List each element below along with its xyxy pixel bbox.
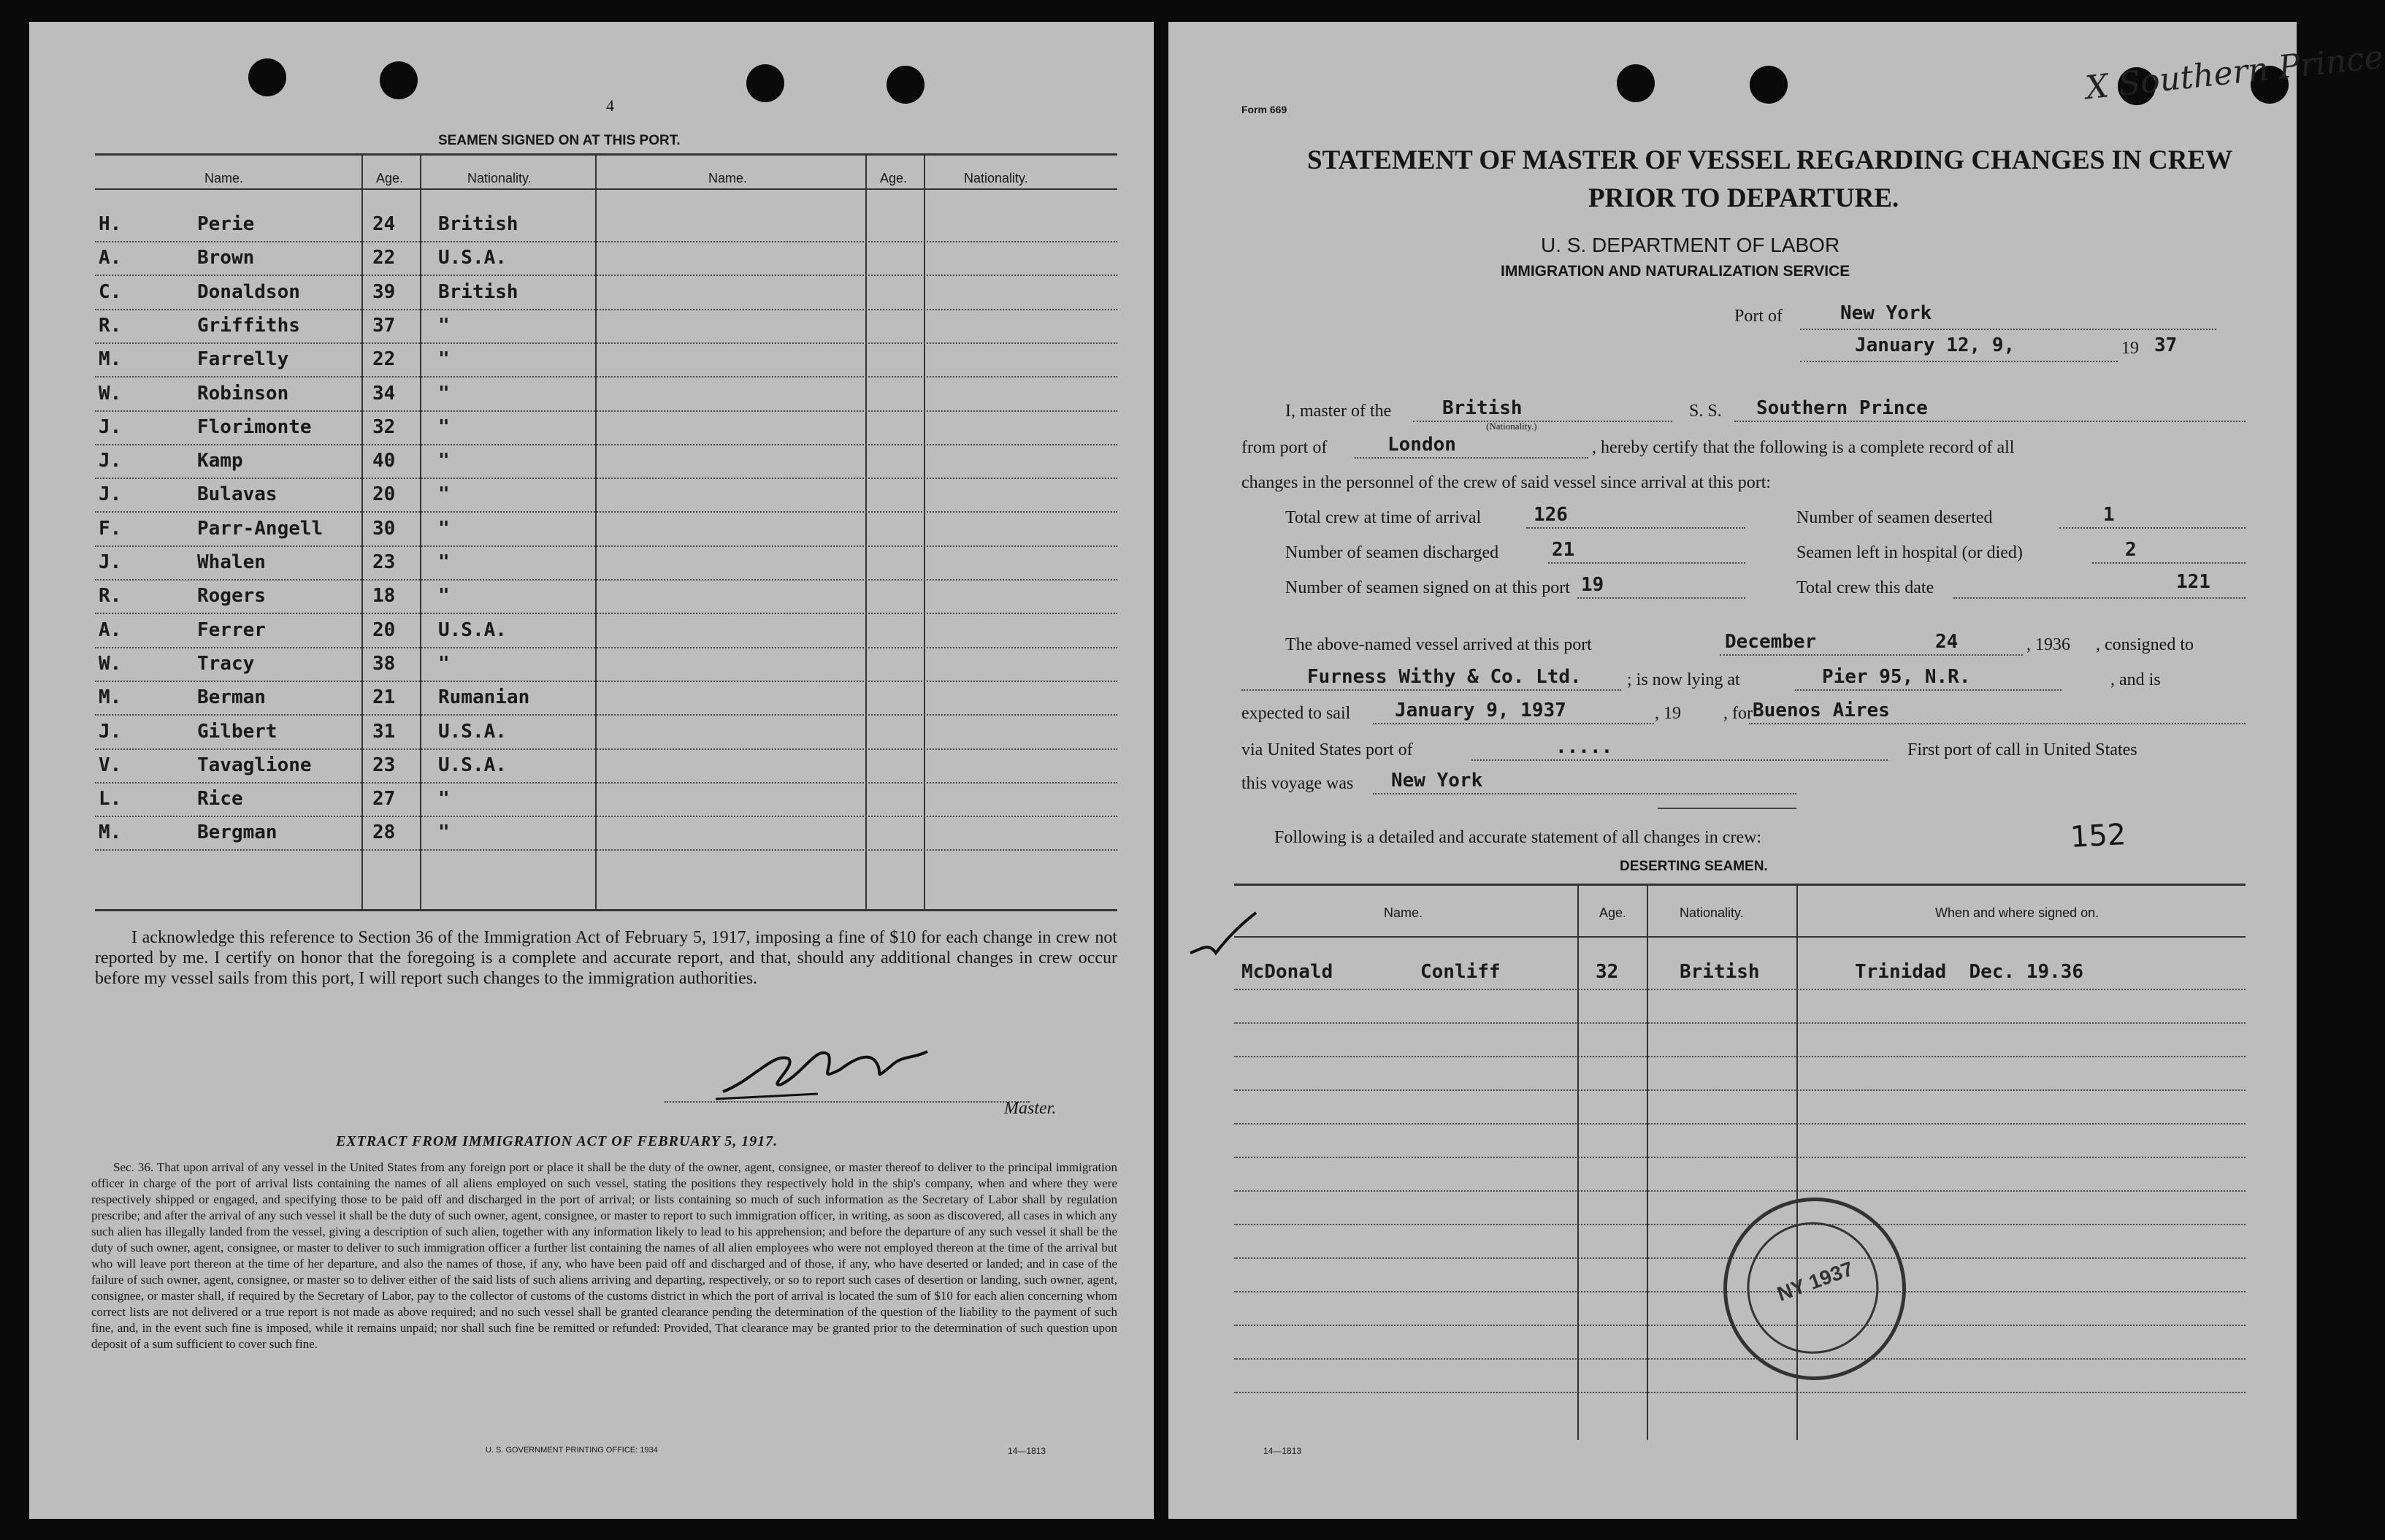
row-rule — [95, 376, 1117, 378]
row-rule — [1234, 1190, 2246, 1192]
seaman-surname: Brown — [197, 247, 255, 269]
row-rule — [95, 478, 1117, 479]
total-crew-date-value: 121 — [2176, 571, 2210, 593]
col-header-name: Name. — [204, 171, 244, 185]
seaman-nationality: " — [438, 483, 450, 506]
form-code: 14—1813 — [1008, 1446, 1046, 1456]
service-name: IMMIGRATION AND NATURALIZATION SERVICE — [1501, 263, 1850, 280]
seaman-age: 23 — [372, 551, 396, 573]
seaman-initial: V. — [99, 754, 122, 776]
form-title: STATEMENT OF MASTER OF VESSEL REGARDING CHANGES IN CREW — [1307, 145, 2233, 175]
seaman-nationality: British — [438, 213, 518, 235]
seaman-nationality: " — [438, 450, 450, 472]
seaman-age: 34 — [372, 382, 396, 405]
table-row — [29, 416, 1154, 445]
following-text: Following is a detailed and accurate statement of all changes in crew: — [1274, 828, 1762, 847]
seaman-nationality: U.S.A. — [438, 720, 507, 743]
seaman-nationality: " — [438, 382, 450, 405]
seaman-age: 38 — [372, 652, 396, 675]
seaman-nationality: U.S.A. — [438, 618, 507, 641]
seaman-initial: J. — [99, 483, 122, 506]
line — [1658, 808, 1796, 809]
row-rule — [95, 410, 1117, 412]
seaman-surname: Kamp — [197, 450, 243, 472]
handwritten-ship-note: X Southern Prince — [2083, 38, 2385, 107]
col-divider — [1647, 885, 1648, 1440]
row-rule — [1234, 1392, 2246, 1393]
date-value: January 12, 9, — [1855, 334, 2015, 356]
form-subtitle: PRIOR TO DEPARTURE. — [1588, 183, 1899, 213]
line — [1526, 527, 1745, 529]
master-label: Master. — [1004, 1099, 1057, 1118]
punch-hole — [248, 58, 286, 96]
year-value: 37 — [2154, 334, 2178, 356]
deserted-label: Number of seamen deserted — [1796, 508, 1993, 527]
table-row — [29, 821, 1154, 851]
line — [1795, 689, 2061, 691]
seaman-initial: R. — [99, 314, 122, 337]
table-row — [29, 247, 1154, 276]
left-page — [29, 22, 1154, 1519]
seaman-nationality: " — [438, 348, 450, 371]
destination: Buenos Aires — [1753, 700, 1890, 721]
row-rule — [1234, 1056, 2246, 1057]
row-rule — [95, 748, 1117, 750]
extract-text: Sec. 36. That upon arrival of any vessel in the United States from any foreign port or place it shall be the duty of the owner, agent, consignee, or master thereof to deliver to the principal immigration officer in charge of the port of arrival lists containing the names of all aliens employed on such vessel, stating the positions they respectively hold in the ship's company, when and where they were respectively shipped or engaged, and specifying those to be paid off and discharged in the port of arrival; or lists containing so much of such information as the Secretary of Labor shall by regulation prescribe; and after the arrival of any such vessel it shall be the duty of such owner, agent, consignee, or master to report to such immigration officer, in writing, as soon as discovered, all cases in which any such alien has illegally landed from the vessel, giving a description of such alien, together with any information likely to lead to his apprehension; and before the departure of any such vessel it shall be the duty of such owner, agent, consignee, or master to deliver to such immigration officer a further list containing the names of all alien employees who were not employed thereon at the time of the arrival but who will leave port thereon at the time of her departure, and also the names of those, if any, who have been paid off and discharged and of those, if any, who have deserted or landed; and in case of the failure of such owner, agent, consignee, or master so to deliver either of the said lists of such aliens arriving and departing, respectively, or so to report such cases of desertion or landing, such owner, agent, consignee, or master shall, if required by the Secretary of Labor, pay to the collector of customs of the customs district in which the port of arrival is located the sum of $10 for each alien concerning whom correct lists are not delivered or a true report is not made as above required; and no such vessel shall be granted clearance pending the determination of the question of the liability to the payment of such fine, and, in the event such fine is imposed, while it remains unpaid; nor shall such fine be remitted or refunded: Provided, That clearance may be granted prior to the determination of such question upon deposit of a sum sufficient to cover such fine. — [91, 1160, 1117, 1351]
nationality-line — [1413, 421, 1672, 422]
lying-text: ; is now lying at — [1627, 670, 1740, 689]
seaman-age: 37 — [372, 314, 396, 337]
line — [1373, 793, 1796, 794]
seaman-surname: Tavaglione — [197, 754, 312, 776]
row-rule — [1234, 1022, 2246, 1024]
from-port-value: London — [1387, 434, 1456, 456]
stamp-text: NY 1937 — [1774, 1257, 1856, 1306]
signature-line — [665, 1101, 1030, 1103]
seaman-initial: J. — [99, 551, 122, 573]
expected-label: expected to sail — [1241, 704, 1351, 723]
ship-name: Southern Prince — [1756, 397, 1928, 419]
seaman-initial: L. — [99, 788, 122, 811]
sail-date: January 9, 1937 — [1395, 700, 1566, 721]
seaman-nationality: " — [438, 585, 450, 608]
seaman-nationality: U.S.A. — [438, 247, 507, 269]
seaman-age: 30 — [372, 517, 396, 540]
changes-text: changes in the personnel of the crew of said vessel since arrival at this port: — [1241, 473, 1772, 492]
row-rule — [95, 309, 1117, 310]
hospital-value: 2 — [2125, 539, 2137, 561]
via-label: via United States port of — [1241, 740, 1413, 759]
table-row — [29, 518, 1154, 547]
seaman-initial: M. — [99, 686, 122, 709]
signed-on-value: 19 — [1581, 574, 1604, 596]
seaman-surname: Florimonte — [197, 415, 312, 438]
line — [1720, 654, 2023, 656]
seaman-age: 21 — [372, 686, 396, 709]
punch-hole — [1617, 64, 1655, 102]
punch-hole — [746, 64, 784, 102]
seaman-surname: Ferrer — [197, 618, 266, 641]
from-port-label: from port of — [1241, 438, 1328, 457]
seaman-age: 18 — [372, 585, 396, 608]
seaman-nationality: " — [438, 788, 450, 811]
certify-text: , hereby certify that the following is a complete record of all — [1592, 438, 2015, 457]
date-line — [1800, 361, 2118, 362]
handwritten-number: 152 — [2069, 818, 2127, 854]
acknowledgment-text: I acknowledge this reference to Section 36 of the Immigration Act of February 5, 1917, imposing a fine of $10 for each change in crew not reported by me. I certify on honor that the foregoing is a complete and accurate report, and that, should any additional changes in crew occur before my vessel sails from this port, I will report such changes to the immigration authorities. — [95, 928, 1117, 988]
row-rule — [95, 275, 1117, 276]
row-rule — [95, 849, 1117, 851]
seaman-initial: M. — [99, 348, 122, 371]
row-rule — [1234, 1224, 2246, 1225]
seaman-nationality: " — [438, 551, 450, 573]
for-label: , for — [1723, 704, 1753, 723]
seaman-age: 20 — [372, 483, 396, 506]
line — [1749, 723, 2246, 724]
seaman-initial: A. — [99, 247, 122, 269]
port-line — [1800, 329, 2216, 330]
seaman-nationality: " — [438, 314, 450, 337]
seaman-initial: W. — [99, 382, 122, 405]
seaman-initial: M. — [99, 821, 122, 844]
row-rule — [95, 342, 1117, 344]
table-row — [29, 788, 1154, 817]
discharged-label: Number of seamen discharged — [1285, 543, 1499, 562]
col-header-age-2: Age. — [880, 171, 908, 185]
seaman-age: 39 — [372, 280, 396, 303]
table-row — [29, 585, 1154, 614]
voyage-value: New York — [1391, 770, 1483, 792]
arrived-day: 24 — [1935, 631, 1959, 653]
master-signature — [708, 1030, 942, 1110]
seaman-initial: F. — [99, 517, 122, 540]
ss-label: S. S. — [1689, 402, 1722, 421]
seaman-age: 32 — [372, 415, 396, 438]
seaman-surname: Perie — [197, 213, 255, 235]
table-row — [29, 619, 1154, 648]
sail-year-prefix: , 19 — [1655, 704, 1681, 723]
seaman-age: 22 — [372, 247, 396, 269]
row-rule — [95, 681, 1117, 682]
line — [1471, 759, 1888, 761]
seaman-surname: Griffiths — [197, 314, 300, 337]
seaman-surname: Gilbert — [197, 720, 277, 743]
master-of-label: I, master of the — [1285, 402, 1392, 421]
table-row — [29, 315, 1154, 344]
row-rule — [95, 613, 1117, 614]
pier: Pier 95, N.R. — [1822, 666, 1971, 688]
deserting-heading: DESERTING SEAMEN. — [1620, 859, 1768, 874]
seaman-initial: R. — [99, 585, 122, 608]
seaman-surname: Bergman — [197, 821, 277, 844]
from-port-line — [1355, 457, 1588, 459]
row-rule — [95, 816, 1117, 817]
seaman-nationality: U.S.A. — [438, 754, 507, 776]
line — [1241, 689, 1621, 691]
deserter-first: McDonald — [1241, 961, 1333, 983]
row-rule — [95, 782, 1117, 784]
punch-hole — [380, 61, 418, 99]
table-row — [29, 383, 1154, 412]
seaman-age: 27 — [372, 788, 396, 811]
line — [1373, 723, 1654, 724]
table-bottom-rule — [95, 909, 1117, 911]
seaman-nationality: " — [438, 652, 450, 675]
col-header-name-2: Name. — [708, 171, 748, 185]
first-port-label: First port of call in United States — [1907, 740, 2137, 759]
seaman-age: 22 — [372, 348, 396, 371]
printing-office: U. S. GOVERNMENT PRINTING OFFICE: 1934 — [486, 1446, 658, 1455]
row-rule — [95, 545, 1117, 547]
col-header-nationality: Nationality. — [467, 171, 532, 185]
seaman-age: 23 — [372, 754, 396, 776]
year-prefix: 19 — [2121, 339, 2139, 358]
line — [1548, 562, 1745, 564]
table-row — [29, 213, 1154, 242]
seaman-age: 24 — [372, 213, 396, 235]
port-value: New York — [1840, 302, 1932, 324]
seaman-surname: Berman — [197, 686, 266, 709]
table-row — [29, 721, 1154, 750]
table-header-rule — [95, 188, 1117, 190]
form-number: Form 669 — [1241, 104, 1287, 115]
table-row — [29, 348, 1154, 378]
desert-col-signed: When and where signed on. — [1935, 905, 2099, 920]
department-name: U. S. DEPARTMENT OF LABOR — [1541, 234, 1840, 256]
nationality-value: British — [1442, 397, 1523, 419]
table-row — [29, 754, 1154, 784]
seaman-nationality: " — [438, 415, 450, 438]
page-number: 4 — [606, 96, 614, 115]
desert-table-top-rule — [1234, 884, 2246, 886]
seaman-initial: C. — [99, 280, 122, 303]
seaman-surname: Farrelly — [197, 348, 289, 371]
deserter-last: Conliff — [1420, 961, 1501, 983]
table-top-rule — [95, 153, 1117, 156]
row-rule — [95, 511, 1117, 513]
footer-code: 14—1813 — [1263, 1446, 1302, 1456]
table-row — [29, 483, 1154, 513]
table-row — [29, 686, 1154, 716]
consigned-text: , consigned to — [2096, 635, 2194, 654]
arrived-year: , 1936 — [2026, 635, 2070, 654]
seaman-surname: Rice — [197, 788, 243, 811]
seaman-surname: Whalen — [197, 551, 266, 573]
seaman-age: 20 — [372, 618, 396, 641]
row-rule — [1234, 1089, 2246, 1091]
row-rule — [1234, 1123, 2246, 1125]
seaman-nationality: British — [438, 280, 518, 303]
extract-title: EXTRACT FROM IMMIGRATION ACT OF FEBRUARY 5, 1917. — [336, 1133, 778, 1149]
desert-table-header-rule — [1234, 936, 2246, 938]
deserter-signed: Trinidad Dec. 19.36 — [1855, 961, 2084, 983]
via-value: ..... — [1555, 736, 1613, 758]
desert-col-name: Name. — [1384, 905, 1423, 920]
row-rule — [1234, 1358, 2246, 1360]
row-rule — [1234, 989, 2246, 990]
row-rule — [95, 647, 1117, 648]
consignee: Furness Withy & Co. Ltd. — [1307, 666, 1582, 688]
port-stamp — [1698, 1172, 1932, 1406]
row-rule — [1234, 1157, 2246, 1158]
seaman-surname: Tracy — [197, 652, 255, 675]
seaman-nationality: " — [438, 517, 450, 540]
table-row — [29, 450, 1154, 479]
deserter-age: 32 — [1596, 961, 1619, 983]
deserter-nationality: British — [1680, 961, 1760, 983]
seaman-initial: H. — [99, 213, 122, 235]
nationality-caption: (Nationality.) — [1486, 421, 1537, 432]
table-row — [29, 653, 1154, 682]
seaman-age: 40 — [372, 450, 396, 472]
col-header-age: Age. — [376, 171, 404, 185]
arrived-month: December — [1725, 631, 1817, 653]
deserted-value: 1 — [2103, 504, 2115, 526]
seaman-surname: Donaldson — [197, 280, 300, 303]
punch-hole — [1750, 66, 1788, 104]
total-crew-arrival-label: Total crew at time of arrival — [1285, 508, 1482, 527]
col-divider — [1577, 885, 1579, 1440]
port-label: Port of — [1734, 307, 1783, 326]
seaman-age: 28 — [372, 821, 396, 844]
line — [1953, 597, 2246, 599]
seaman-surname: Parr-Angell — [197, 517, 324, 540]
line — [2092, 562, 2246, 564]
line — [2059, 527, 2246, 529]
right-page — [1168, 22, 2385, 1519]
table-row — [29, 551, 1154, 581]
signed-on-label: Number of seamen signed on at this port — [1285, 578, 1570, 597]
discharged-value: 21 — [1552, 539, 1575, 561]
table-row — [29, 281, 1154, 310]
seaman-surname: Rogers — [197, 585, 266, 608]
seaman-nationality: " — [438, 821, 450, 844]
seaman-surname: Robinson — [197, 382, 289, 405]
seaman-initial: J. — [99, 450, 122, 472]
signed-on-heading: SEAMEN SIGNED ON AT THIS PORT. — [438, 133, 681, 148]
row-rule — [95, 444, 1117, 445]
punch-hole — [887, 66, 924, 104]
total-crew-date-label: Total crew this date — [1796, 578, 1934, 597]
voyage-label: this voyage was — [1241, 774, 1354, 793]
col-header-nationality-2: Nationality. — [964, 171, 1028, 185]
desert-col-nationality: Nationality. — [1680, 905, 1744, 920]
desert-col-age: Age. — [1599, 905, 1627, 920]
row-rule — [95, 579, 1117, 581]
seaman-initial: W. — [99, 652, 122, 675]
seaman-initial: A. — [99, 618, 122, 641]
seaman-surname: Bulavas — [197, 483, 277, 506]
seaman-initial: J. — [99, 415, 122, 438]
ship-line — [1734, 421, 2246, 422]
and-is: , and is — [2110, 670, 2161, 689]
line — [1577, 597, 1745, 599]
seaman-initial: J. — [99, 720, 122, 743]
total-crew-arrival-value: 126 — [1534, 504, 1568, 526]
row-rule — [95, 714, 1117, 716]
seaman-age: 31 — [372, 720, 396, 743]
hospital-label: Seamen left in hospital (or died) — [1796, 543, 2023, 562]
seaman-nationality: Rumanian — [438, 686, 530, 709]
row-rule — [95, 241, 1117, 242]
arrived-text: The above-named vessel arrived at this port — [1285, 635, 1592, 654]
